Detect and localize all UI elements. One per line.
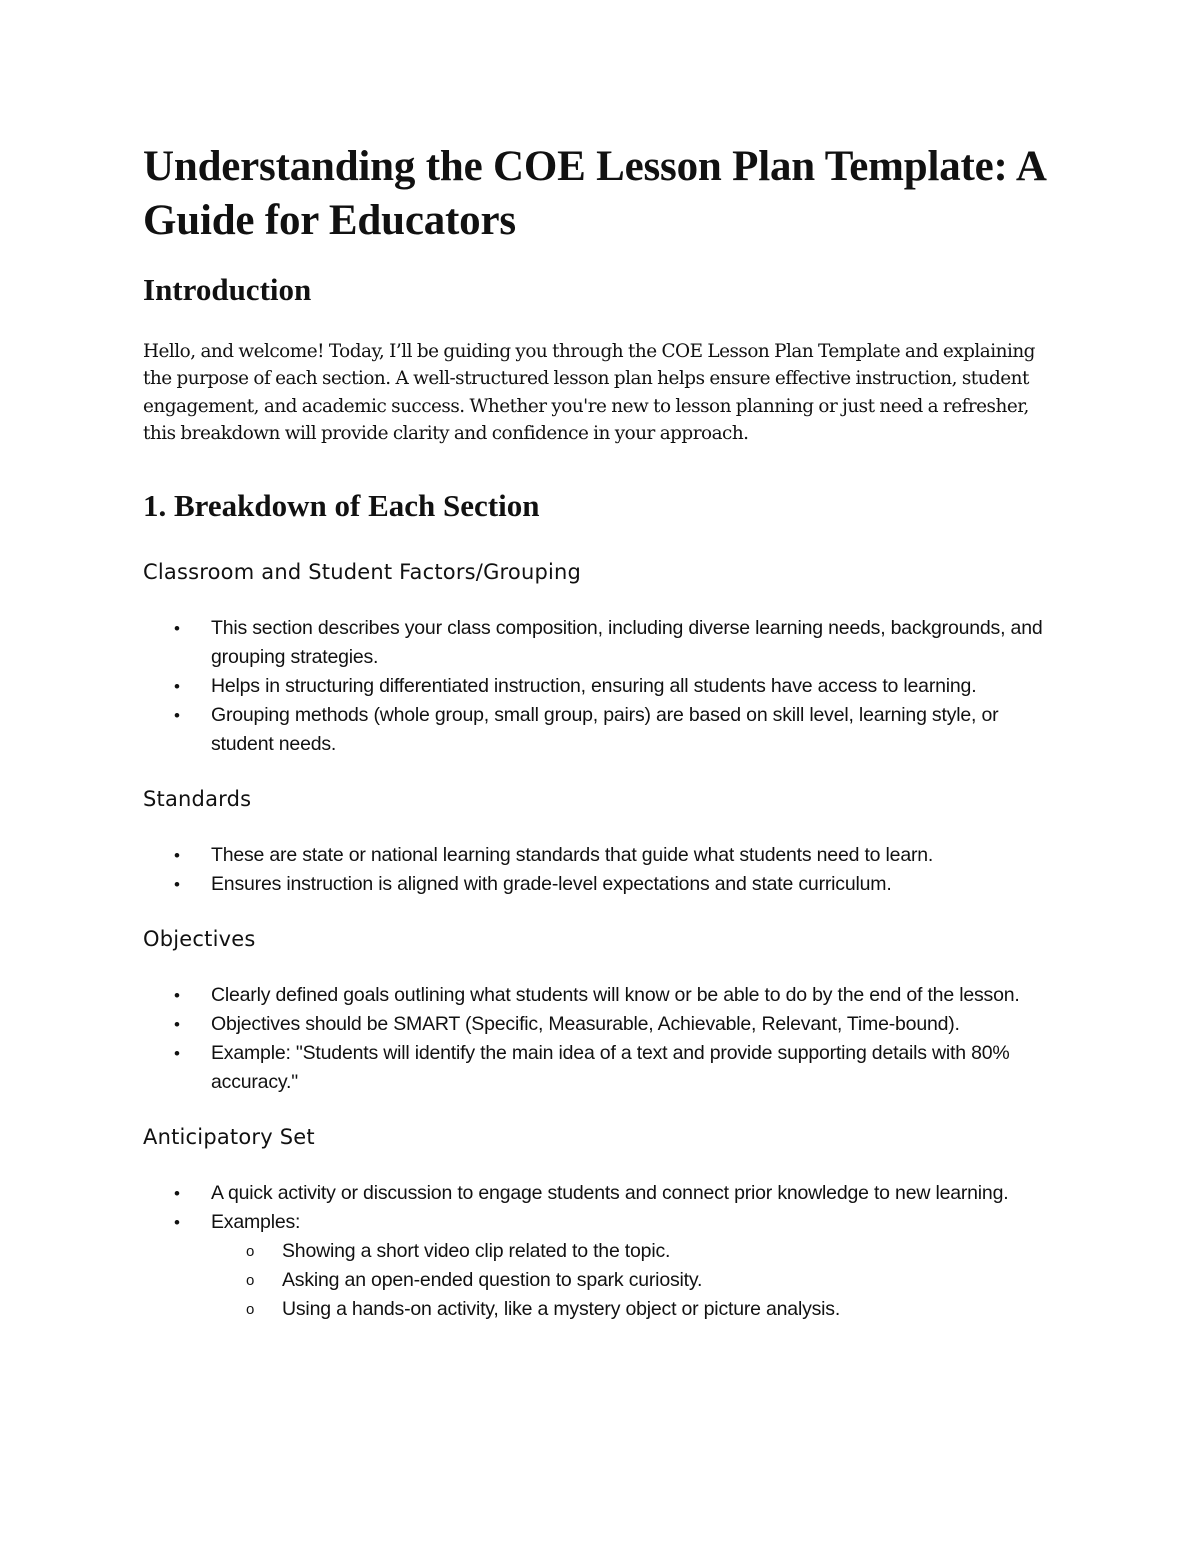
circle-bullet-icon: o	[246, 1242, 255, 1260]
sub-list-item-text: Asking an open-ended question to spark curiosity.	[282, 1268, 703, 1291]
list-item-text: A quick activity or discussion to engage students and connect prior knowledge to new learning.	[211, 1181, 1009, 1204]
list-item	[143, 1179, 1053, 1208]
list-item-text: Helps in structuring differentiated instruction, ensuring all students have access to learning.	[211, 674, 977, 697]
bullet-icon: •	[174, 618, 180, 638]
bullet-list-objectives	[143, 981, 1053, 1097]
list-item	[143, 701, 1053, 759]
subheading-objectives: Objectives	[143, 926, 256, 951]
list-item-text: Examples:	[211, 1210, 301, 1233]
sub-list-item-text: Showing a short video clip related to the topic.	[282, 1239, 671, 1262]
list-item-text: Grouping methods (whole group, small group, pairs) are based on skill level, learning style, or student needs.	[211, 703, 999, 755]
list-item-text: This section describes your class composition, including diverse learning needs, backgrounds, and grouping strategies.	[211, 616, 1043, 668]
bullet-icon: •	[174, 874, 180, 894]
bullet-icon: •	[174, 1212, 180, 1232]
list-item	[143, 1010, 1053, 1039]
document-title: Understanding the COE Lesson Plan Template: A Guide for Educators	[143, 143, 1045, 244]
sub-list-item	[211, 1266, 1053, 1295]
bullet-icon: •	[174, 1043, 180, 1063]
list-item-text: Objectives should be SMART (Specific, Measurable, Achievable, Relevant, Time-bound).	[211, 1012, 960, 1035]
list-item	[143, 672, 1053, 701]
bullet-list-standards	[143, 841, 1053, 899]
subheading-standards: Standards	[143, 786, 252, 811]
subheading-classroom-factors: Classroom and Student Factors/Grouping	[143, 559, 582, 584]
circle-bullet-icon: o	[246, 1300, 255, 1318]
sub-list-item	[211, 1237, 1053, 1266]
bullet-icon: •	[174, 985, 180, 1005]
bullet-icon: •	[174, 1183, 180, 1203]
circle-bullet-icon: o	[246, 1271, 255, 1289]
sub-list-item	[211, 1295, 1053, 1324]
sub-list-item-text: Using a hands-on activity, like a mystery object or picture analysis.	[282, 1297, 841, 1320]
list-item-text: Example: "Students will identify the main idea of a text and provide supporting details with 80% accuracy."	[211, 1041, 1010, 1093]
subheading-anticipatory-set: Anticipatory Set	[143, 1124, 315, 1149]
bullet-icon: •	[174, 1014, 180, 1034]
list-item	[143, 1039, 1053, 1097]
document-page	[143, 140, 1053, 1324]
bullet-icon: •	[174, 705, 180, 725]
list-item-text: Clearly defined goals outlining what students will know or be able to do by the end of the lesson.	[211, 983, 1020, 1006]
bullet-icon: •	[174, 676, 180, 696]
list-item	[143, 614, 1053, 672]
breakdown-heading: 1. Breakdown of Each Section	[143, 487, 540, 523]
introduction-paragraph: Hello, and welcome! Today, I’ll be guiding you through the COE Lesson Plan Template and explaining the purpose of each section. A well-structured lesson plan helps ensure effective instruction, student engagement, and academic success. Whether you're new to lesson planning or just need a refresher, this breakdown will provide clarity and confidence in your approach.	[143, 341, 1035, 445]
list-item	[143, 870, 1053, 899]
list-item	[143, 1208, 1053, 1324]
list-item-text: These are state or national learning standards that guide what students need to learn.	[211, 843, 934, 866]
bullet-list-anticipatory-set	[143, 1179, 1053, 1324]
sub-bullet-list-examples	[211, 1237, 1053, 1324]
list-item-text: Ensures instruction is aligned with grade-level expectations and state curriculum.	[211, 872, 892, 895]
list-item	[143, 841, 1053, 870]
bullet-icon: •	[174, 845, 180, 865]
list-item	[143, 981, 1053, 1010]
introduction-heading: Introduction	[143, 272, 312, 307]
bullet-list-classroom-factors	[143, 614, 1053, 759]
